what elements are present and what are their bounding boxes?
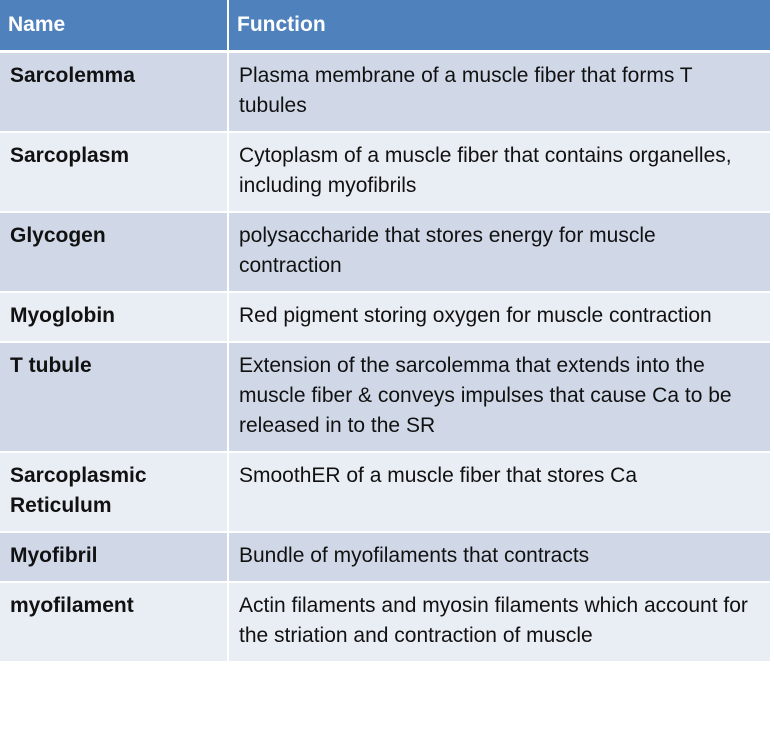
term-name: T tubule	[0, 342, 228, 452]
header-row	[0, 0, 770, 52]
term-name: Myoglobin	[0, 292, 228, 342]
term-function: Extension of the sarcolemma that extends into the muscle fiber & conveys impulses that cause Ca to be released in to the SR	[228, 342, 770, 452]
table-row	[0, 532, 770, 582]
table-row	[0, 452, 770, 532]
table-header	[0, 0, 770, 52]
table-row	[0, 582, 770, 662]
table-row	[0, 342, 770, 452]
term-function: Red pigment storing oxygen for muscle contraction	[228, 292, 770, 342]
table-row	[0, 292, 770, 342]
term-function: polysaccharide that stores energy for muscle contraction	[228, 212, 770, 292]
term-name: Sarcolemma	[0, 52, 228, 133]
term-function: Plasma membrane of a muscle fiber that forms T tubules	[228, 52, 770, 133]
term-function: Cytoplasm of a muscle fiber that contains organelles, including myofibrils	[228, 132, 770, 212]
table-body	[0, 52, 770, 663]
table-row	[0, 212, 770, 292]
term-name: Glycogen	[0, 212, 228, 292]
table-row	[0, 52, 770, 133]
term-name: Sarcoplasmic Reticulum	[0, 452, 228, 532]
column-header-function: Function	[228, 0, 770, 52]
term-function: Actin filaments and myosin filaments which account for the striation and contraction of muscle	[228, 582, 770, 662]
term-name: myofilament	[0, 582, 228, 662]
term-name: Sarcoplasm	[0, 132, 228, 212]
term-function: SmoothER of a muscle fiber that stores Ca	[228, 452, 770, 532]
table-row	[0, 132, 770, 212]
term-name: Myofibril	[0, 532, 228, 582]
column-header-name: Name	[0, 0, 228, 52]
term-function: Bundle of myofilaments that contracts	[228, 532, 770, 582]
